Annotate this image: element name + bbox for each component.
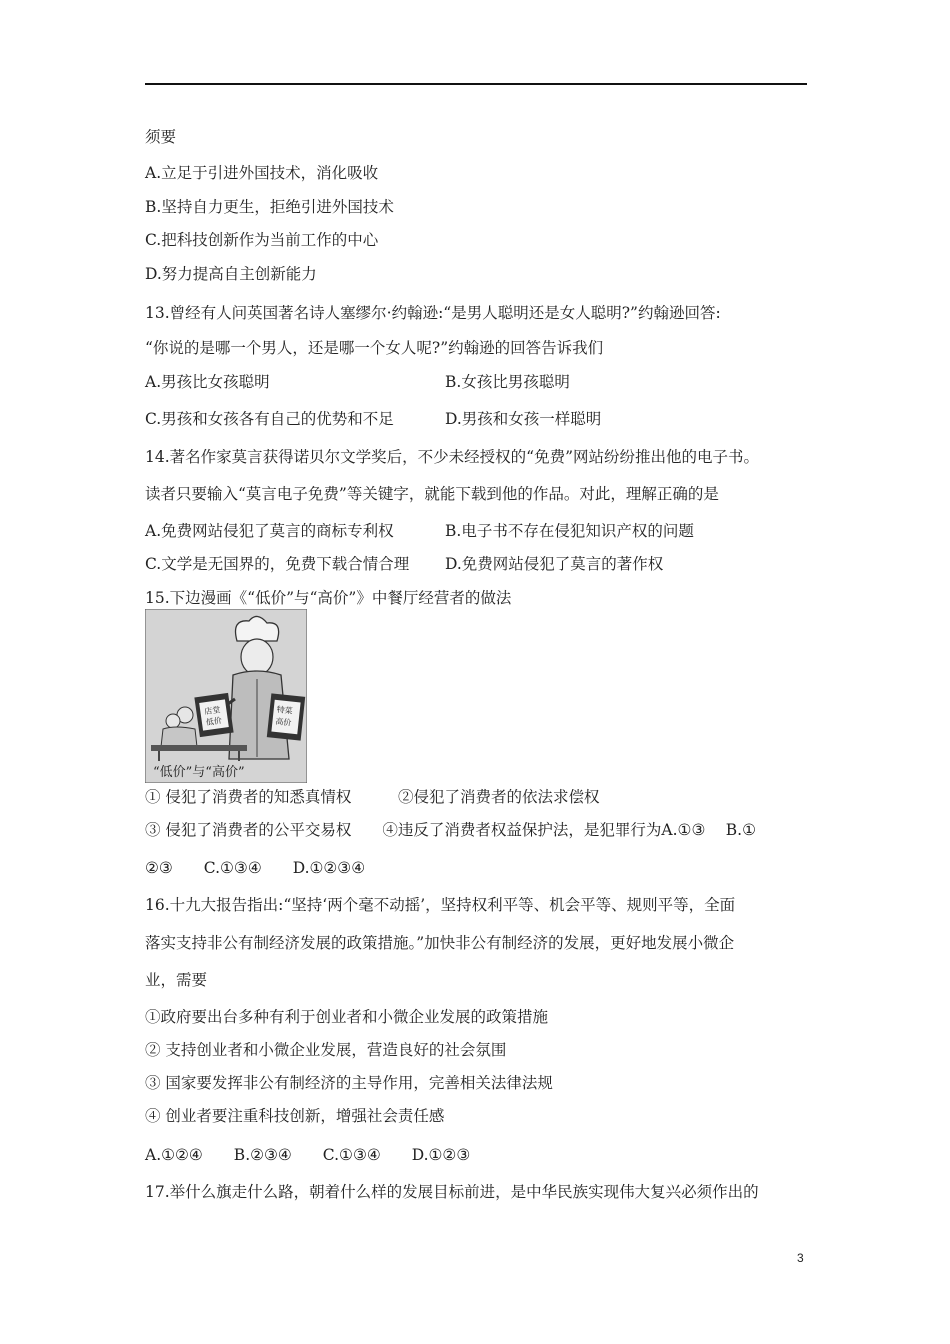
q15-item-2: ②侵犯了消费者的依法求偿权: [398, 788, 600, 806]
header-rule: [145, 83, 807, 85]
q14-option-b: B.电子书不存在侵犯知识产权的问题: [445, 522, 694, 540]
sign-right-line2: 高价: [275, 716, 292, 728]
q14-stem-line2: 读者只要输入“莫言电子免费”等关键字，就能下载到他的作品。对此，理解正确的是: [145, 485, 719, 503]
q16-stem-line3: 业，需要: [145, 971, 208, 989]
q12-option-b: B.坚持自力更生，拒绝引进外国技术: [145, 198, 394, 216]
q12-option-d: D.努力提高自主创新能力: [145, 265, 317, 283]
q17-stem-line1: 17.举什么旗走什么路，朝着什么样的发展目标前进，是中华民族实现伟大复兴必须作出的: [145, 1183, 759, 1201]
q16-item-4: ④ 创业者要注重科技创新，增强社会责任感: [145, 1107, 445, 1125]
q16-item-1: ①政府要出台多种有利于创业者和小微企业发展的政策措施: [145, 1008, 549, 1026]
q13-option-c: C.男孩和女孩各有自己的优势和不足: [145, 410, 394, 428]
q16-item-3: ③ 国家要发挥非公有制经济的主导作用，完善相关法律法规: [145, 1074, 553, 1092]
q13-option-a: A.男孩比女孩聪明: [145, 373, 270, 391]
q12-option-a: A.立足于引进外国技术，消化吸收: [145, 164, 379, 182]
sign-right-line1: 特菜: [276, 705, 294, 716]
q16-stem-line2: 落实支持非公有制经济发展的政策措施。”加快非公有制经济的发展，更好地发展小微企: [145, 934, 735, 952]
sign-left-line1: 店堂: [203, 705, 221, 717]
q12-option-c: C.把科技创新作为当前工作的中心: [145, 231, 379, 249]
sign-left-line2: 低价: [205, 716, 223, 728]
q16-answers: A.①②④ B.②③④ C.①③④ D.①②③: [145, 1146, 471, 1164]
q13-stem-line2: “你说的是哪一个男人，还是哪一个女人呢?”约翰逊的回答告诉我们: [145, 339, 604, 357]
q14-option-d: D.免费网站侵犯了莫言的著作权: [445, 555, 664, 573]
q13-option-d: D.男孩和女孩一样聪明: [445, 410, 602, 428]
q15-stem: 15.下边漫画《“低价”与“高价”》中餐厅经营者的做法: [145, 589, 512, 607]
q12-tail: 须要: [145, 128, 177, 146]
page-number: 3: [797, 1251, 804, 1265]
q13-option-b: B.女孩比男孩聪明: [445, 373, 570, 391]
cartoon-image: [145, 609, 307, 783]
cartoon-caption: “低价”与“高价”: [153, 765, 245, 780]
q16-stem-line1: 16.十九大报告指出:“坚持‘两个毫不动摇’，坚持权利平等、机会平等、规则平等，全面: [145, 896, 736, 914]
q14-stem-line1: 14.著名作家莫言获得诺贝尔文学奖后，不少未经授权的“免费”网站纷纷推出他的电子书。: [145, 448, 760, 466]
q14-option-a: A.免费网站侵犯了莫言的商标专利权: [145, 522, 394, 540]
q15-item-3-4-and-answers: ③ 侵犯了消费者的公平交易权 ④违反了消费者权益保护法，是犯罪行为A.①③ B.①: [145, 821, 756, 839]
q15-answers-cont: ②③ C.①③④ D.①②③④: [145, 859, 366, 877]
q13-stem-line1: 13.曾经有人问英国著名诗人塞缪尔·约翰逊:“是男人聪明还是女人聪明?”约翰逊回答:: [145, 304, 721, 322]
q15-item-1: ① 侵犯了消费者的知悉真情权: [145, 788, 352, 806]
q16-item-2: ② 支持创业者和小微企业发展，营造良好的社会氛围: [145, 1041, 507, 1059]
q14-option-c: C.文学是无国界的，免费下载合情合理: [145, 555, 410, 573]
